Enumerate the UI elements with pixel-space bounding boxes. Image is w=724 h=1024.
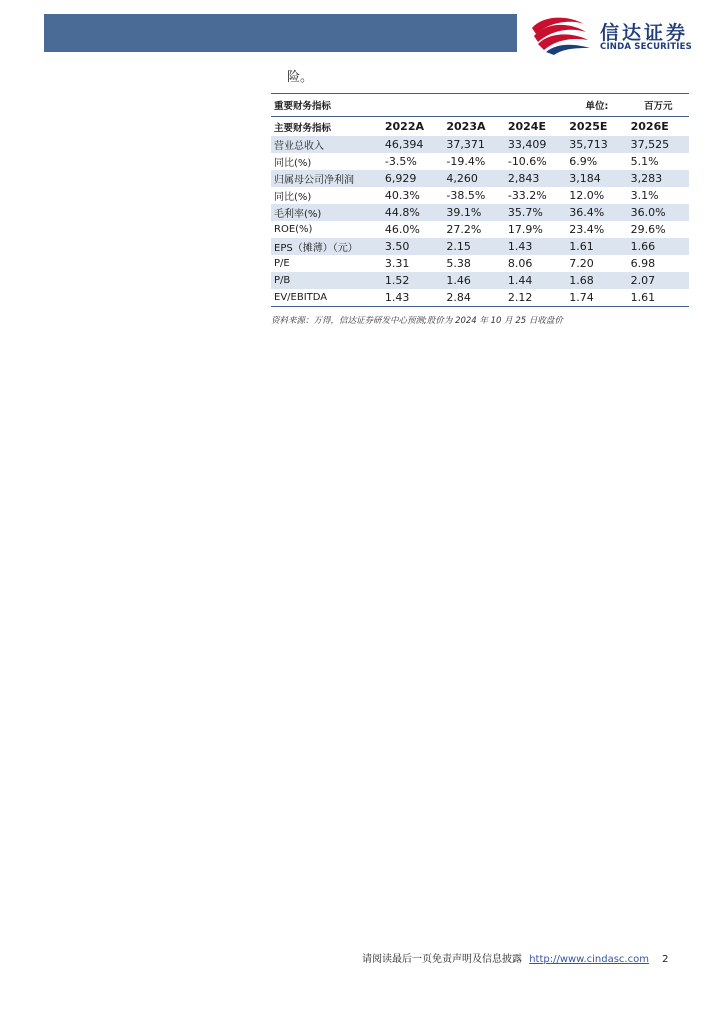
header-bar xyxy=(44,14,517,52)
row-label: 同比(%) xyxy=(274,192,312,203)
table-cell: 1.43 xyxy=(382,289,443,307)
table-cell: 6,929 xyxy=(382,170,443,187)
table-cell: 23.4% xyxy=(569,223,605,236)
table-row xyxy=(271,204,689,221)
table-cell: 1.61 xyxy=(628,289,689,307)
table-cell: 36.4% xyxy=(566,204,627,221)
table-cell: 5.38 xyxy=(446,257,471,270)
table-cell: -33.2% xyxy=(507,189,547,202)
table-cell: 7.20 xyxy=(569,257,594,270)
row-label: EPS（摊薄）（元） xyxy=(271,238,382,255)
table-row xyxy=(271,153,689,170)
column-header: 2023A xyxy=(446,120,486,133)
row-label: EV/EBITDA xyxy=(271,289,382,307)
table-cell: 36.0% xyxy=(628,204,689,221)
table-cell: 35.7% xyxy=(505,204,566,221)
table-cell: 2.12 xyxy=(505,289,566,307)
table-cell: 8.06 xyxy=(507,257,533,270)
table-title: 重要财务指标 xyxy=(271,94,382,117)
brand-name-en: CINDA SECURITIES xyxy=(600,42,692,52)
table-row xyxy=(271,255,689,272)
table-cell: 1.66 xyxy=(628,238,689,255)
table-cell: 40.3% xyxy=(384,189,420,202)
table-cell: -3.5% xyxy=(384,155,417,168)
table-cell: 1.61 xyxy=(566,238,627,255)
cinda-logo-icon xyxy=(528,14,592,56)
column-header: 2025E xyxy=(569,120,608,133)
table-cell: 1.43 xyxy=(505,238,566,255)
unit-label: 单位: xyxy=(566,94,627,117)
row-label: 同比(%) xyxy=(274,158,312,169)
table-cell: 2.15 xyxy=(443,238,504,255)
footer-website-link[interactable]: http://www.cindasc.com xyxy=(529,954,649,965)
table-cell: 1.74 xyxy=(566,289,627,307)
unit-value: 百万元 xyxy=(628,94,689,117)
table-cell: 27.2% xyxy=(446,223,482,236)
column-header: 主要财务指标 xyxy=(274,122,332,134)
table-row xyxy=(271,272,689,289)
table-cell: 44.8% xyxy=(382,204,443,221)
row-label: P/B xyxy=(271,272,382,289)
table-cell: -10.6% xyxy=(507,155,547,168)
table-cell: 3,283 xyxy=(628,170,689,187)
table-row xyxy=(271,187,689,204)
table-cell: 3,184 xyxy=(566,170,627,187)
table-cell: 46,394 xyxy=(382,136,443,153)
table-cell: 46.0% xyxy=(384,223,420,236)
table-cell: 1.46 xyxy=(443,272,504,289)
column-header: 2024E xyxy=(507,120,546,133)
table-row xyxy=(271,289,689,307)
table-row xyxy=(271,170,689,187)
table-cell: 6.9% xyxy=(569,155,598,168)
table-cell: 3.31 xyxy=(384,257,410,270)
table-cell: 17.9% xyxy=(507,223,543,236)
table-header-row xyxy=(271,117,689,137)
table-cell: 12.0% xyxy=(569,189,605,202)
row-label: 营业总收入 xyxy=(271,136,382,153)
table-cell: 29.6% xyxy=(630,223,666,236)
table-cell: 1.52 xyxy=(382,272,443,289)
table-cell: 2.84 xyxy=(443,289,504,307)
brand-logo xyxy=(528,14,718,58)
page-number: 2 xyxy=(662,954,669,965)
financial-indicators-table xyxy=(271,93,689,307)
column-header: 2026E xyxy=(630,120,669,133)
table-cell: -19.4% xyxy=(446,155,486,168)
table-row xyxy=(271,238,689,255)
brand-name-cn: 信达证券 xyxy=(600,22,689,44)
table-row xyxy=(271,221,689,238)
table-cell: 3.1% xyxy=(630,189,659,202)
column-header: 2022A xyxy=(384,120,425,133)
table-cell: 4,260 xyxy=(443,170,504,187)
intro-text: 险。 xyxy=(287,70,314,85)
table-cell: 6.98 xyxy=(630,257,656,270)
table-cell: 5.1% xyxy=(630,155,659,168)
table-cell: 39.1% xyxy=(443,204,504,221)
table-row xyxy=(271,136,689,153)
table-cell: 33,409 xyxy=(505,136,566,153)
table-cell: -38.5% xyxy=(446,189,486,202)
row-label: 归属母公司净利润 xyxy=(271,170,382,187)
row-label: 毛利率(%) xyxy=(271,204,382,221)
table-cell: 35,713 xyxy=(566,136,627,153)
table-cell: 1.68 xyxy=(566,272,627,289)
table-cell: 3.50 xyxy=(382,238,443,255)
table-title-row xyxy=(271,94,689,117)
table-cell: 2.07 xyxy=(628,272,689,289)
table-cell: 1.44 xyxy=(505,272,566,289)
row-label: P/E xyxy=(274,258,290,269)
table-cell: 2,843 xyxy=(505,170,566,187)
page-footer xyxy=(362,950,669,965)
footer-disclaimer: 请阅读最后一页免责声明及信息披露 xyxy=(362,954,522,965)
source-note: 资料来源：万得，信达证券研发中心预测;股价为 2024 年 10 月 25 日收盘价 xyxy=(271,316,563,326)
row-label: ROE(%) xyxy=(274,224,313,235)
table-cell: 37,371 xyxy=(443,136,504,153)
table-cell: 37,525 xyxy=(628,136,689,153)
